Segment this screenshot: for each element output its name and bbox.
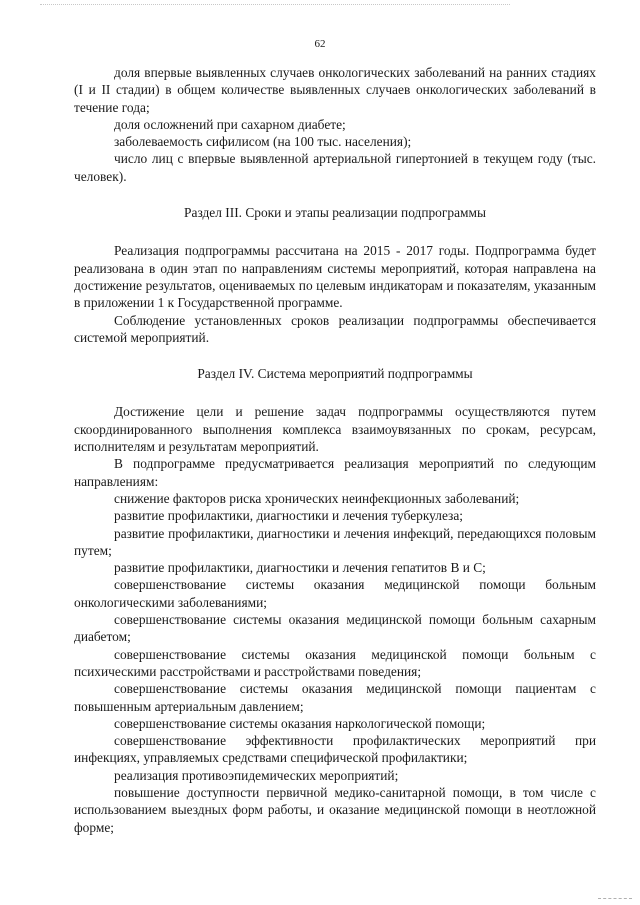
section-4-paragraph: Достижение цели и решение задач подпрограммы осуществляются путем скоординированного выполнения комплекса взаимоувязанных по срокам, ресурсам, исполнителям и результатам мероприятий. [74,404,596,455]
intro-item: заболеваемость сифилисом (на 100 тыс. населения); [114,134,412,150]
scan-artifact-top [40,4,510,5]
list-item: повышение доступности первичной медико-санитарной помощи, в том числе с использованием выездных форм работы, и оказание медицинской помощи в неотложной форме; [74,784,596,835]
scan-artifact-corner [598,898,632,899]
list-item: совершенствование системы оказания медицинской помощи больным сахарным диабетом; [74,612,596,645]
list-item: совершенствование системы оказания медицинской помощи больным с психическими расстройствами и расстройствами поведения; [74,646,596,679]
list-item: совершенствование системы оказания наркологической помощи; [114,715,486,731]
list-item: совершенствование эффективности профилактических мероприятий при инфекциях, управляемых средствами специфической профилактики; [74,733,596,766]
section-4-heading: Раздел IV. Система мероприятий подпрограммы [197,366,473,382]
section-4-paragraph: В подпрограмме предусматривается реализация мероприятий по следующим направлениям: [74,456,596,489]
section-3-paragraph: Соблюдение установленных сроков реализации подпрограммы обеспечивается системой мероприятий. [74,312,596,345]
list-item: развитие профилактики, диагностики и лечения туберкулеза; [114,508,464,524]
page-number: 62 [314,38,326,50]
intro-item: доля осложнений при сахарном диабете; [114,116,346,132]
section-3-heading: Раздел III. Сроки и этапы реализации подпрограммы [184,205,486,221]
intro-item: доля впервые выявленных случаев онкологических заболеваний на ранних стадиях (I и II стадии) в общем количестве выявленных случаев онкологических заболеваний в течение года; [74,65,596,115]
list-item: снижение факторов риска хронических неинфекционных заболеваний; [114,490,520,506]
section-3-paragraph: Реализация подпрограммы рассчитана на 2015 - 2017 годы. Подпрограмма будет реализована в один этап по направлениям системы мероприятий, которая направлена на достижение результатов, оцениваемых по целевым индикаторам и показателям, указанным в приложении 1 к Государственной программе. [74,243,596,311]
list-item: развитие профилактики, диагностики и лечения гепатитов В и С; [114,560,486,576]
intro-item: число лиц с впервые выявленной артериальной гипертонией в текущем году (тыс. человек). [74,151,596,184]
document-body [74,64,596,836]
list-item: совершенствование системы оказания медицинской помощи больным онкологическими заболеваниями; [74,577,596,610]
list-item: развитие профилактики, диагностики и лечения инфекций, передающихся половым путем; [74,525,596,558]
list-item: совершенствование системы оказания медицинской помощи пациентам с повышенным артериальным давлением; [74,681,596,714]
list-item: реализация противоэпидемических мероприятий; [114,767,399,783]
